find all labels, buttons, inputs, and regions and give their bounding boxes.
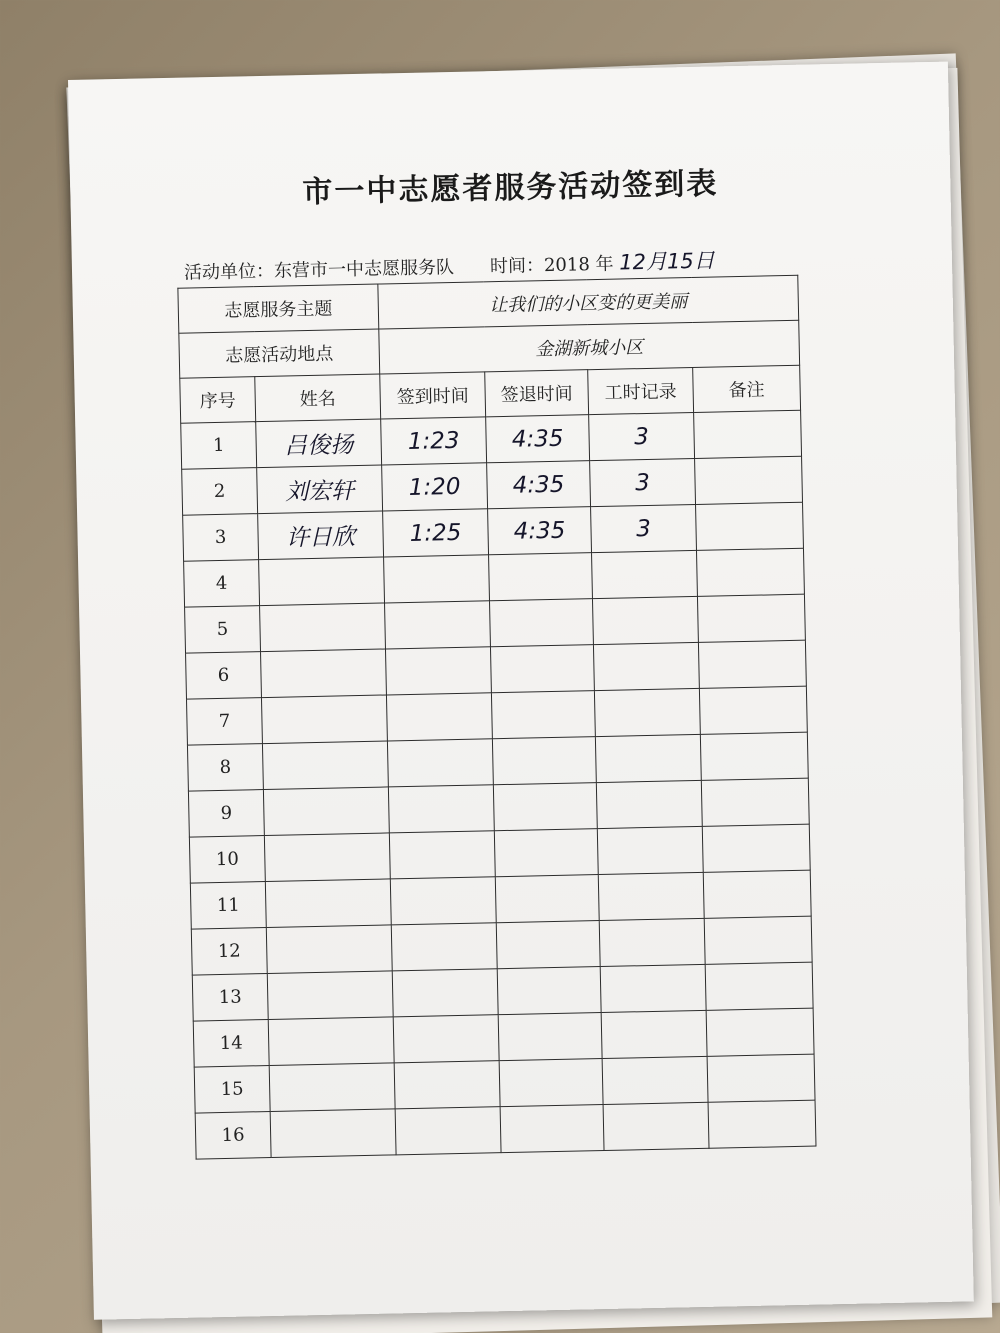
col-header-sign-in: 签到时间 [380,372,486,419]
row-name [270,1109,396,1158]
row-name [261,649,387,698]
col-header-note: 备注 [693,365,801,412]
row-name [265,879,391,928]
row-hours [595,734,701,782]
row-hours [590,458,696,506]
row-number: 8 [187,744,263,792]
row-note [699,686,807,734]
row-name [259,557,385,606]
row-hours [594,688,700,736]
year-unit: 年 [595,253,614,275]
row-name [269,1063,395,1112]
row-sign-in-time [387,739,493,787]
row-number: 2 [182,468,258,516]
row-note [706,1008,814,1056]
row-number: 9 [188,790,264,838]
row-sign-out-time [491,691,595,739]
row-number: 1 [181,422,257,470]
unit-value: 东营市一中志愿服务队 [273,256,455,282]
row-sign-out-time [490,645,594,693]
row-sign-out-time [492,737,596,785]
row-sign-in-time [381,417,487,465]
row-sign-out-time-handwriting: 4:35 [512,471,565,499]
row-note [703,870,811,918]
row-sign-in-time [386,693,492,741]
row-name-handwriting: 许日欣 [285,524,356,552]
row-sign-out-time [500,1105,604,1153]
row-sign-in-time [394,1061,500,1109]
row-note [707,1054,815,1102]
row-note [697,594,805,642]
location-value: 金湖新城小区 [379,320,800,374]
row-sign-out-time-handwriting: 4:35 [513,517,566,545]
row-note [708,1100,816,1148]
row-sign-out-time [496,921,600,969]
row-hours-handwriting: 3 [633,423,650,450]
theme-label: 志愿服务主题 [178,284,379,333]
row-sign-out-time [486,415,590,463]
row-hours [600,964,706,1012]
row-number: 7 [186,698,262,746]
row-number: 15 [194,1066,270,1114]
row-sign-in-time [385,647,491,695]
row-sign-out-time [488,507,592,555]
row-hours-handwriting: 3 [634,469,651,496]
row-sign-in-time-handwriting: 1:23 [407,427,460,455]
row-name [257,465,383,514]
sheet-title: 市一中志愿者服务活动签到表 [302,166,719,211]
row-sign-in-time [395,1107,501,1155]
col-header-no: 序号 [180,377,256,424]
row-name [261,695,387,744]
row-number: 10 [189,836,265,884]
row-name [263,787,389,836]
row-hours [589,412,695,460]
row-name [266,925,392,974]
row-sign-in-time [384,555,490,603]
row-number: 13 [192,974,268,1022]
row-sign-in-time [393,1015,499,1063]
row-note [702,824,810,872]
row-hours [599,918,705,966]
row-number: 6 [186,652,262,700]
row-sign-out-time [497,967,601,1015]
row-hours [598,872,704,920]
row-note [701,778,809,826]
row-sign-out-time [489,553,593,601]
col-header-hours: 工时记录 [588,367,694,414]
row-number: 3 [183,514,259,562]
location-label: 志愿活动地点 [179,329,380,378]
row-sign-out-time [493,783,597,831]
row-hours [592,596,698,644]
row-name [267,971,393,1020]
row-name-handwriting: 刘宏轩 [284,478,355,506]
row-hours [592,550,698,598]
row-sign-in-time [383,509,489,557]
unit-label: 活动单位： [183,260,275,284]
row-sign-in-time-handwriting: 1:20 [408,473,461,501]
row-hours-handwriting: 3 [635,515,652,542]
col-header-sign-out: 签退时间 [485,370,589,417]
row-sign-in-time [391,923,497,971]
row-name [268,1017,394,1066]
sign-in-sheet [68,62,974,1320]
year-value: 2018 [543,254,591,277]
row-note [705,962,813,1010]
row-number: 16 [195,1111,271,1159]
row-name-handwriting: 吕俊扬 [283,432,354,460]
row-name [256,419,382,468]
sign-in-table [177,275,816,1160]
row-note [696,548,804,596]
row-sign-in-time [385,601,491,649]
row-sign-out-time [495,875,599,923]
row-sign-out-time [489,599,593,647]
row-sign-in-time [392,969,498,1017]
row-hours [597,826,703,874]
row-note [694,410,802,458]
row-number: 14 [193,1020,269,1068]
row-hours [602,1056,708,1104]
handwritten-date: 12月15日 [618,248,715,275]
row-sign-out-time [499,1059,603,1107]
row-note [696,502,804,550]
row-name [264,833,390,882]
row-sign-out-time [487,461,591,509]
row-note [695,456,803,504]
row-sign-in-time [390,877,496,925]
row-number: 12 [191,928,267,976]
row-number: 4 [184,560,260,608]
row-sign-out-time-handwriting: 4:35 [511,425,564,453]
row-sign-in-time [388,785,494,833]
col-header-name: 姓名 [255,374,381,422]
row-name [260,603,386,652]
row-hours [601,1010,707,1058]
row-number: 11 [190,882,266,930]
row-name [258,511,384,560]
row-hours [603,1102,709,1150]
row-sign-out-time [494,829,598,877]
row-name [262,741,388,790]
row-sign-in-time-handwriting: 1:25 [409,519,462,547]
row-hours [591,504,697,552]
time-label: 时间： [489,255,545,278]
row-sign-in-time [382,463,488,511]
row-sign-in-time [389,831,495,879]
row-sign-out-time [498,1013,602,1061]
row-hours [596,780,702,828]
theme-value: 让我们的小区变的更美丽 [378,275,799,329]
row-note [698,640,806,688]
row-note [704,916,812,964]
row-hours [593,642,699,690]
row-note [700,732,808,780]
row-number: 5 [185,606,261,654]
